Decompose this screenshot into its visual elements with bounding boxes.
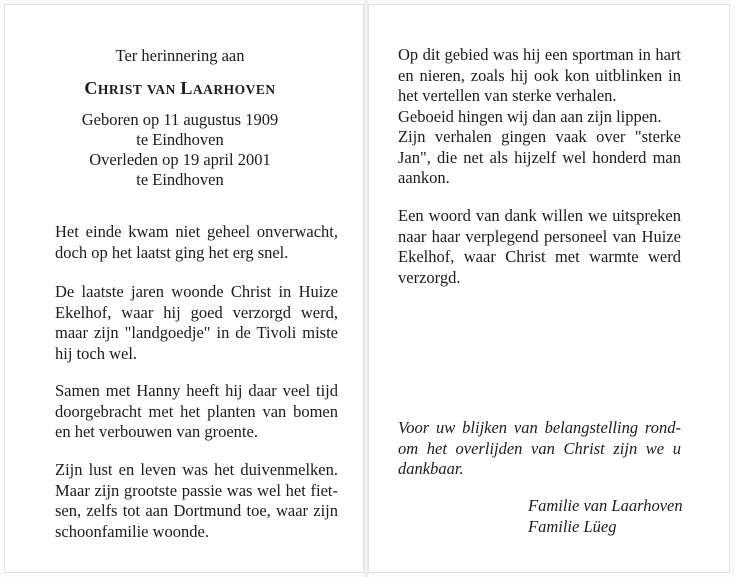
death-place: te Eindhoven: [136, 170, 224, 189]
name-initial-last: L: [180, 78, 193, 98]
name-initial-first: C: [84, 78, 98, 98]
text-line: naar haar verplegend personeel van Huize: [398, 226, 681, 246]
text-line: het vertellen van sterke verhalen.: [398, 86, 617, 105]
text-line: sen, zelfs tot aan Dortmund toe, waar zijn: [55, 501, 338, 520]
text-line: Zijn verhalen gingen vaak over "sterke: [398, 127, 681, 146]
text-line: doch op het laatst ging het erg snel.: [55, 242, 289, 262]
name-rest-first: HRIST: [97, 82, 143, 97]
text-line: Het einde kwam niet geheel onverwacht,: [55, 222, 338, 241]
name-prefix: VAN: [146, 82, 176, 97]
birth-line: Geboren op 11 augustus 1909: [81, 110, 279, 129]
text-line: Ekelhof, waar hij goed verzorgd werd,: [55, 302, 338, 322]
signatures: [528, 496, 698, 537]
left-paragraph-2: [55, 282, 338, 364]
right-paragraph-1: [398, 45, 681, 189]
text-line: Zijn lust en leven was het duivenmelken.: [55, 460, 338, 479]
text-line: Maar zijn grootste passie was wel het fiet-: [55, 480, 338, 500]
right-paragraph-2: [398, 206, 681, 288]
text-line: Jan", die net als hijzelf wel honderd man: [398, 147, 681, 167]
text-line: Op dit gebied was hij een sportman in hart: [398, 45, 681, 64]
deceased-name: [0, 78, 360, 99]
signature-line: Familie van Laarhoven: [528, 496, 683, 515]
death-line: Overleden op 19 april 2001: [89, 150, 271, 169]
life-dates: [0, 110, 360, 190]
text-line: hij toch wel.: [55, 343, 138, 363]
text-line: schoonfamilie woonde.: [55, 521, 209, 541]
birth-place: te Eindhoven: [136, 130, 224, 149]
text-line: om het overlijden van Christ zijn we u: [398, 438, 681, 458]
left-paragraph-4: [55, 460, 338, 542]
text-line: Samen met Hanny heeft hij daar veel tijd: [55, 381, 338, 400]
signature-line: Familie Lüeg: [528, 516, 617, 536]
text-line: De laatste jaren woonde Christ in Huize: [55, 282, 338, 301]
text-line: verzorgd.: [398, 267, 461, 287]
text-line: en nieren, zoals hij ook kon uitblinken in: [398, 65, 681, 85]
text-line: Geboeid hingen wij dan aan zijn lippen.: [398, 106, 662, 126]
text-line: aankon.: [398, 168, 450, 187]
intro-text: [0, 46, 360, 66]
text-line: maar zijn "landgoedje" in de Tivoli miste: [55, 323, 338, 342]
text-line: doorgebracht met het planten van bomen: [55, 401, 338, 421]
left-paragraph-3: [55, 381, 338, 443]
text-line: Voor uw blijken van belangstelling rond-: [398, 418, 681, 437]
intro-line: Ter herinnering aan: [115, 46, 245, 65]
text-line: dankbaar.: [398, 459, 464, 478]
thanks-text: [398, 418, 681, 480]
name-rest-last: AARHOVEN: [192, 82, 276, 97]
text-line: Een woord van dank willen we uitspreken: [398, 206, 681, 225]
text-line: Ekelhof, waar Christ met warmte werd: [398, 247, 681, 266]
left-paragraph-1: [55, 222, 338, 263]
text-line: en het verbouwen van groente.: [55, 422, 258, 441]
